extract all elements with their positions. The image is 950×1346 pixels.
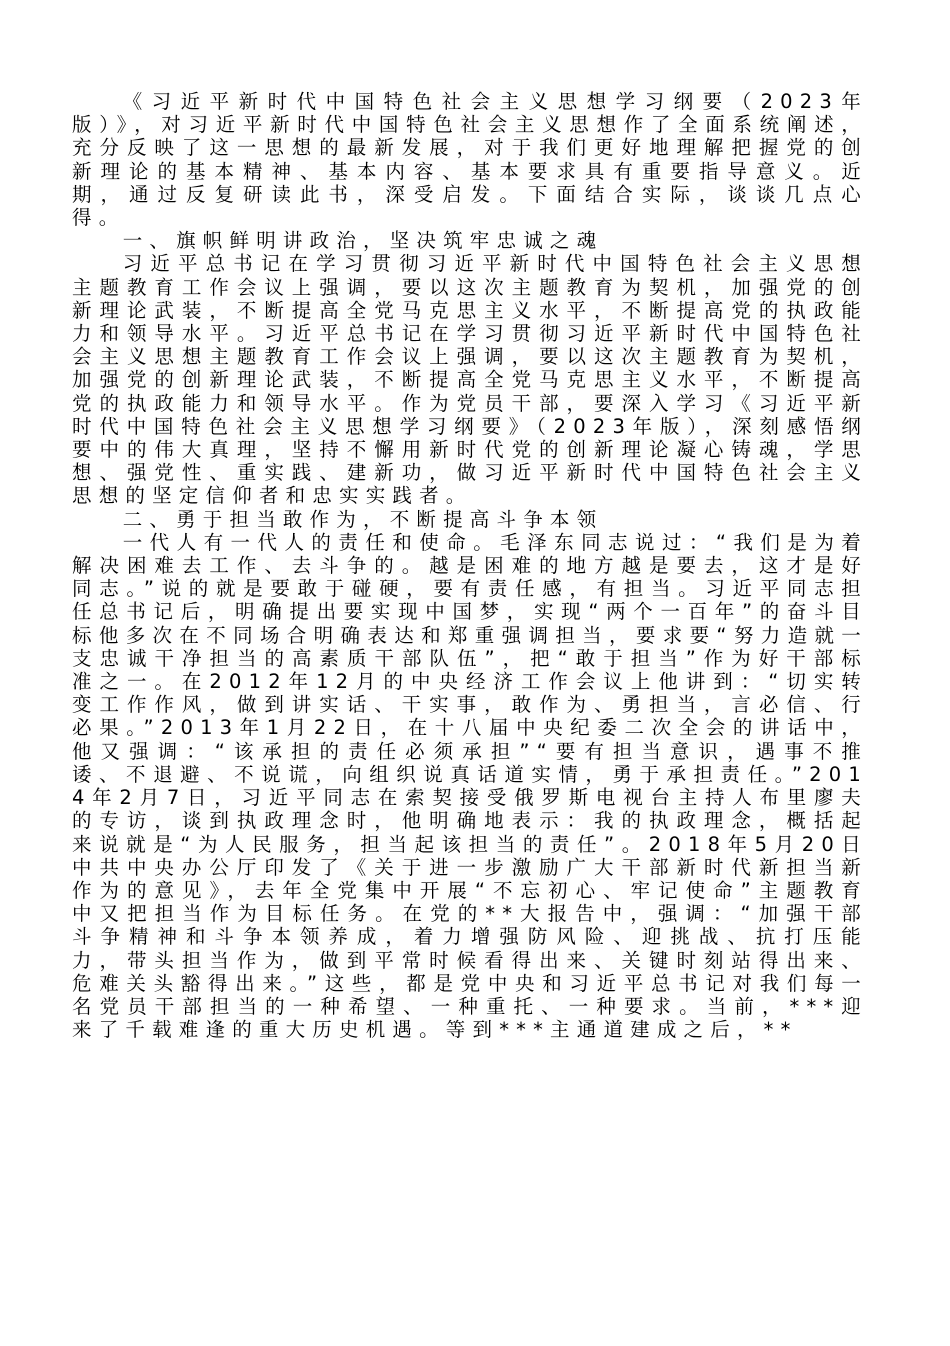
section-heading-1: 一、旗帜鲜明讲政治，坚决筑牢忠诚之魂	[122, 229, 604, 253]
section-2-paragraph: 一代人有一代人的责任和使命。毛泽东同志说过：“我们是为着解决困难去工作、去斗争的。越是困难的地方越是要去，这才是好同志。”说的就是要敢于碰硬，要有责任感，有担当。习近平同志担任总书记后，明确提出要实现中国梦，实现“两个一百年”的奋斗目标他多次在不同场合明确表达和郑重强调担当，要求要“努力造就一支忠诚干净担当的高素质干部队伍”，把“敢于担当”作为好干部标准之一。在2012年12月的中央经济工作会议上他讲到：“切实转变工作作风，做到讲实话、干实事，敢作为、勇担当，言必信、行必果。”2013年1月22日，在十八届中央纪委二次全会的讲话中，他又强调：“该承担的责任必须承担”“要有担当意识，遇事不推诿、不退避、不说谎，向组织说真话道实情，勇于承担责任。”2014年2月7日，习近平同志在索契接受俄罗斯电视台主持人布里廖夫的专访，谈到执政理念时，他明确地表示：我的执政理念，概括起来说就是“为人民服务，担当起该担当的责任”。2018年5月20日中共中央办公厅印发了《关于进一步激励广大干部新时代新担当新作为的意见》，去年全党集中开展“不忘初心、牢记使命”主题教育中又把担当作为目标任务。在党的**大报告中，强调：“加强干部斗争精神和斗争本领养成，着力增强防风险、迎挑战、抗打压能力，带头担当作为，做到平常时候看得出来、关键时刻站得出来、危难关头豁得出来。”这些，都是党中央和习近平总书记对我们每一名党员干部担当的一种希望、一种重托、一种要求。当前，***迎来了千载难逢的重大历史机遇。等到***主通道建成之后，**	[72, 530, 868, 1042]
section-1-paragraph: 习近平总书记在学习贯彻习近平新时代中国特色社会主义思想主题教育工作会议上强调，要以这次主题教育为契机，加强党的创新理论武装，不断提高全党马克思主义水平，不断提高党的执政能力和领导水平。习近平总书记在学习贯彻习近平新时代中国特色社会主义思想主题教育工作会议上强调，要以这次主题教育为契机，加强党的创新理论武装，不断提高全党马克思主义水平，不断提高党的执政能力和领导水平。作为党员干部，要深入学习《习近平新时代中国特色社会主义思想学习纲要》（2023年版），深刻感悟纲要中的伟大真理，坚持不懈用新时代党的创新理论凝心铸魂，学思想、强党性、重实践、建新功，做习近平新时代中国特色社会主义思想的坚定信仰者和忠实实践者。	[72, 252, 868, 508]
document-page	[72, 90, 868, 1041]
section-heading-2: 二、勇于担当敢作为，不断提高斗争本领	[122, 507, 604, 531]
intro-paragraph: 《习近平新时代中国特色社会主义思想学习纲要（2023年版）》，对习近平新时代中国特色社会主义思想作了全面系统阐述，充分反映了这一思想的最新发展，对于我们更好地理解把握党的创新理论的基本精神、基本内容、基本要求具有重要指导意义。近期，通过反复研读此书，深受启发。下面结合实际，谈谈几点心得。	[72, 90, 868, 230]
